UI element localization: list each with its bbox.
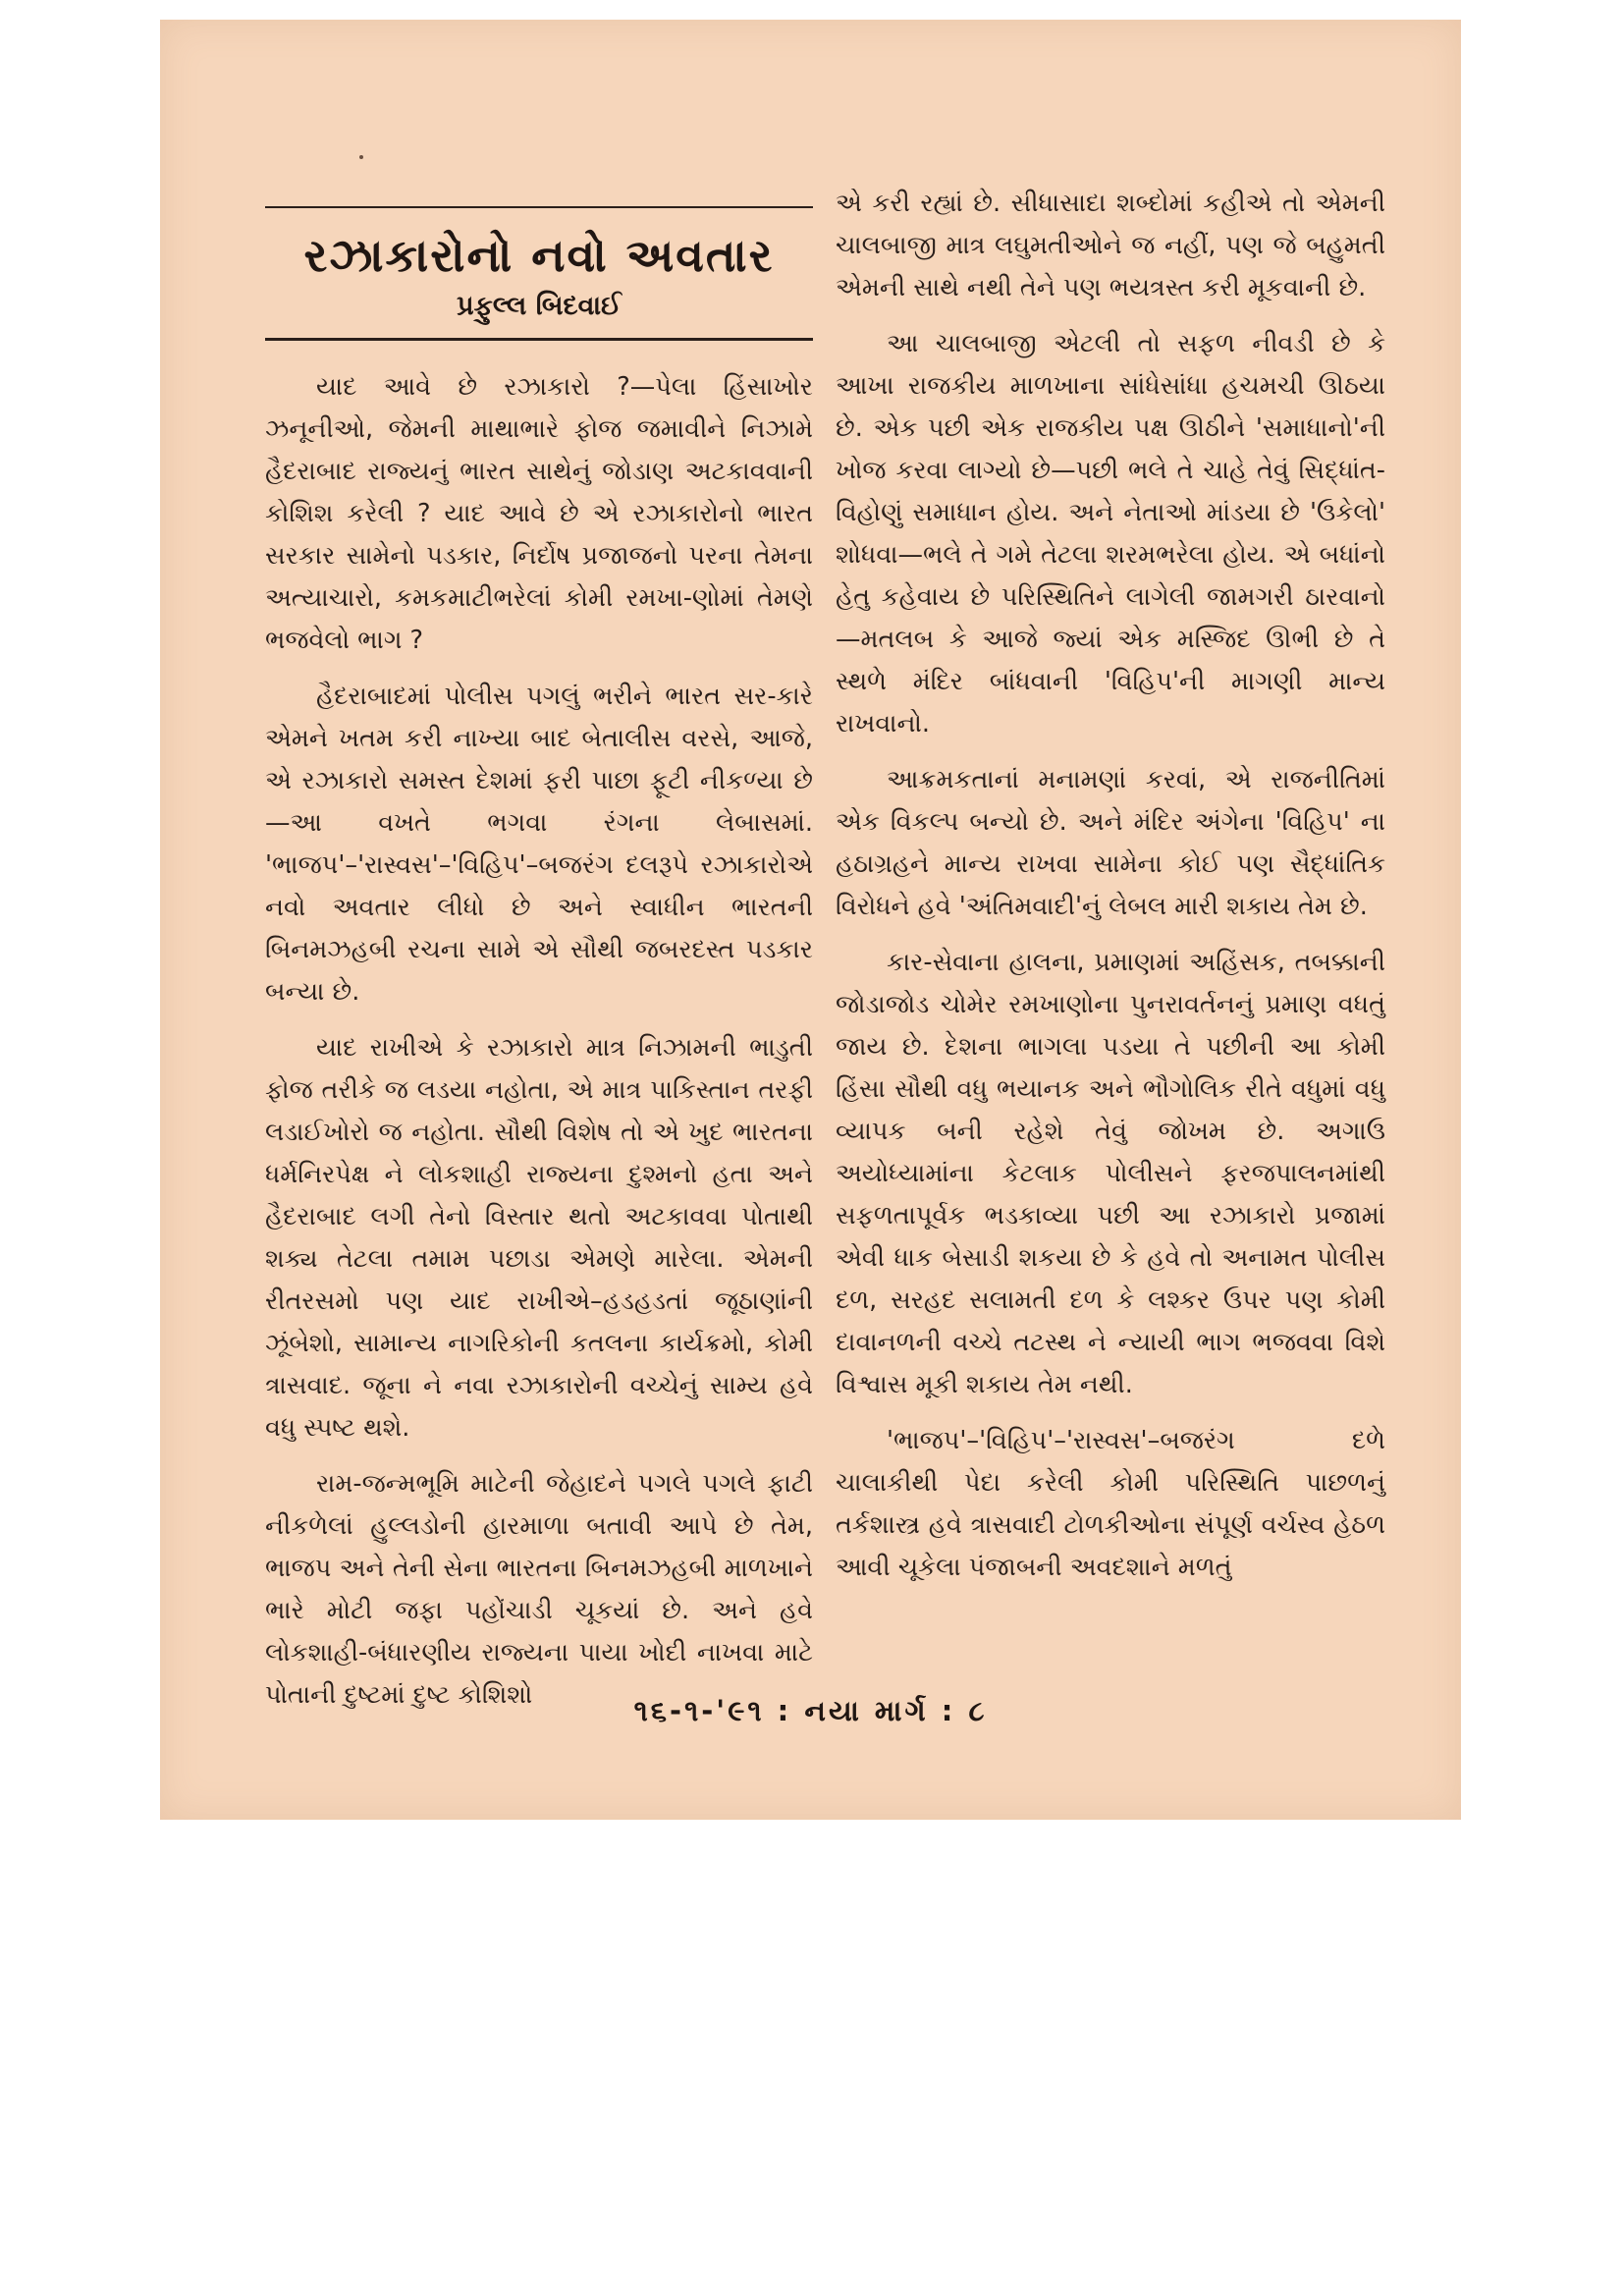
paragraph: યાદ રાખીએ કે રઝાકારો માત્ર નિઝામની ભાડુતી ફોજ તરીકે જ લડયા નહોતા, એ માત્ર પાકિસ્તાન તરફી લડાઈખોરો જ નહોતા. સૌથી વિશેષ તો એ ખુદ ભારતના ધર્મનિરપેક્ષ ને લોકશાહી રાજ્યના દુશ્મનો હતા અને હૈદરાબાદ લગી તેનો વિસ્તાર થતો અટકાવવા પોતાથી શક્ય તેટલા તમામ પછાડા એમણે મારેલા. એમની રીતરસમો પણ યાદ રાખીએ–હડહડતાં જૂઠાણાંની ઝૂંબેશો, સામાન્ય નાગરિકોની કતલના કાર્યક્રમો, કોમી ત્રાસવાદ. જૂના ને નવા રઝાકારોની વચ્ચેનું સામ્ય હવે વધુ સ્પષ્ટ થશે. [265,1033,813,1443]
paragraph: 'ભાજપ'–'વિહિપ'–'રાસ્વસ'–બજરંગ દળે ચાલાકીથી પેદા કરેલી કોમી પરિસ્થિતિ પાછળનું તર્કશાસ્ત્ર હવે ત્રાસવાદી ટોળકીઓના સંપૂર્ણ વર્ચસ્વ હેઠળ આવી ચૂકેલા પંજાબની અવદશાને મળતું [836,1426,1385,1582]
right-column [836,183,1385,1603]
title-bottom-rule [265,338,813,341]
paragraph: કાર-સેવાના હાલના, પ્રમાણમાં અહિંસક, તબક્કાની જોડાજોડ ચોમેર રમખાણોના પુનરાવર્તનનું પ્રમાણ વધતું જાય છે. દેશના ભાગલા પડયા તે પછીની આ કોમી હિંસા સૌથી વધુ ભયાનક અને ભૌગોલિક રીતે વધુમાં વધુ વ્યાપક બની રહેશે તેવું જોખમ છે. અગાઉ અયોધ્યામાંના કેટલાક પોલીસને ફરજપાલનમાંથી સફળતાપૂર્વક ભડકાવ્યા પછી આ રઝાકારો પ્રજામાં એવી ધાક બેસાડી શકયા છે કે હવે તો અનામત પોલીસ દળ, સરહદ સલામતી દળ કે લશ્કર ઉપર પણ કોમી દાવાનળની વચ્ચે તટસ્થ ને ન્યાયી ભાગ ભજવવા વિશે વિશ્વાસ મૂકી શકાય તેમ નથી. [836,948,1385,1399]
article-title: રઝાકારોનો નવો અવતાર [303,229,775,282]
paragraph: યાદ આવે છે રઝાકારો ?—પેલા હિંસાખોર ઝનૂનીઓ, જેમની માથાભારે ફોજ જમાવીને નિઝામે હૈદરાબાદ રાજ્યનું ભારત સાથેનું જોડાણ અટકાવવાની કોશિશ કરેલી ? યાદ આવે છે એ રઝાકારોનો ભારત સરકાર સામેનો પડકાર, નિર્દોષ પ્રજાજનો પરના તેમના અત્યાચારો, કમકમાટીભરેલાં કોમી રમખા-ણોમાં તેમણે ભજવેલો ભાગ ? [265,372,813,655]
scanned-page [160,20,1461,1820]
page-footer: ૧૬-૧-'૯૧ : નયા માર્ગ : ૮ [633,1694,988,1727]
scan-speck [359,155,363,159]
paragraph: એ કરી રહ્યાં છે. સીધાસાદા શબ્દોમાં કહીએ તો એમની ચાલબાજી માત્ર લઘુમતીઓને જ નહીં, પણ જે બહુમતી એમની સાથે નથી તેને પણ ભયત્રસ્ત કરી મૂકવાની છે. [836,189,1385,302]
paragraph: આક્રમકતાનાં મનામણાં કરવાં, એ રાજનીતિમાં એક વિકલ્પ બન્યો છે. અને મંદિર અંગેના 'વિહિપ' ના હઠાગ્રહને માન્ય રાખવા સામેના કોઈ પણ સૈદ્ધાંતિક વિરોધને હવે 'અંતિમવાદી'નું લેબલ મારી શકાય તેમ છે. [836,765,1385,921]
article-author: પ્રફુલ્લ બિદવાઈ [457,291,622,321]
paragraph: આ ચાલબાજી એટલી તો સફળ નીવડી છે કે આખા રાજકીય માળખાના સાંધેસાંધા હચમચી ઊઠયા છે. એક પછી એક રાજકીય પક્ષ ઊઠીને 'સમાધાનો'ની ખોજ કરવા લાગ્યો છે—પછી ભલે તે ચાહે તેવું સિદ્ધાંત-વિહોણું સમાધાન હોય. અને નેતાઓ માંડયા છે 'ઉકેલો' શોધવા—ભલે તે ગમે તેટલા શરમભરેલા હોય. એ બધાંનો હેતુ કહેવાય છે પરિસ્થિતિને લાગેલી જામગરી ઠારવાનો—મતલબ કે આજે જ્યાં એક મસ્જિદ ઊભી છે તે સ્થળે મંદિર બાંધવાની 'વિહિપ'ની માગણી માન્ય રાખવાનો. [836,329,1385,738]
paragraph: હૈદરાબાદમાં પોલીસ પગલું ભરીને ભારત સર-કારે એમને ખતમ કરી નાખ્યા બાદ બેતાલીસ વરસે, આજે, એ રઝાકારો સમસ્ત દેશમાં ફરી પાછા ફૂટી નીકળ્યા છે—આ વખતે ભગવા રંગના લેબાસમાં. 'ભાજપ'–'રાસ્વસ'–'વિહિપ'–બજરંગ દલરૂપે રઝાકારોએ નવો અવતાર લીધો છે અને સ્વાધીન ભારતની બિનમઝહબી રચના સામે એ સૌથી જબરદસ્ત પડકાર બન્યા છે. [265,682,813,1007]
left-column [265,187,813,1730]
title-top-rule [265,206,813,208]
paragraph: રામ-જન્મભૂમિ માટેની જેહાદને પગલે પગલે ફાટી નીકળેલાં હુલ્લડોની હારમાળા બતાવી આપે છે તેમ, ભાજપ અને તેની સેના ભારતના બિનમઝહબી માળખાને ભારે મોટી જફા પહોંચાડી ચૂકયાં છે. અને હવે લોકશાહી-બંધારણીય રાજ્યના પાયા ખોદી નાખવા માટે પોતાની દુષ્ટમાં દુષ્ટ કોશિશો [265,1469,813,1710]
